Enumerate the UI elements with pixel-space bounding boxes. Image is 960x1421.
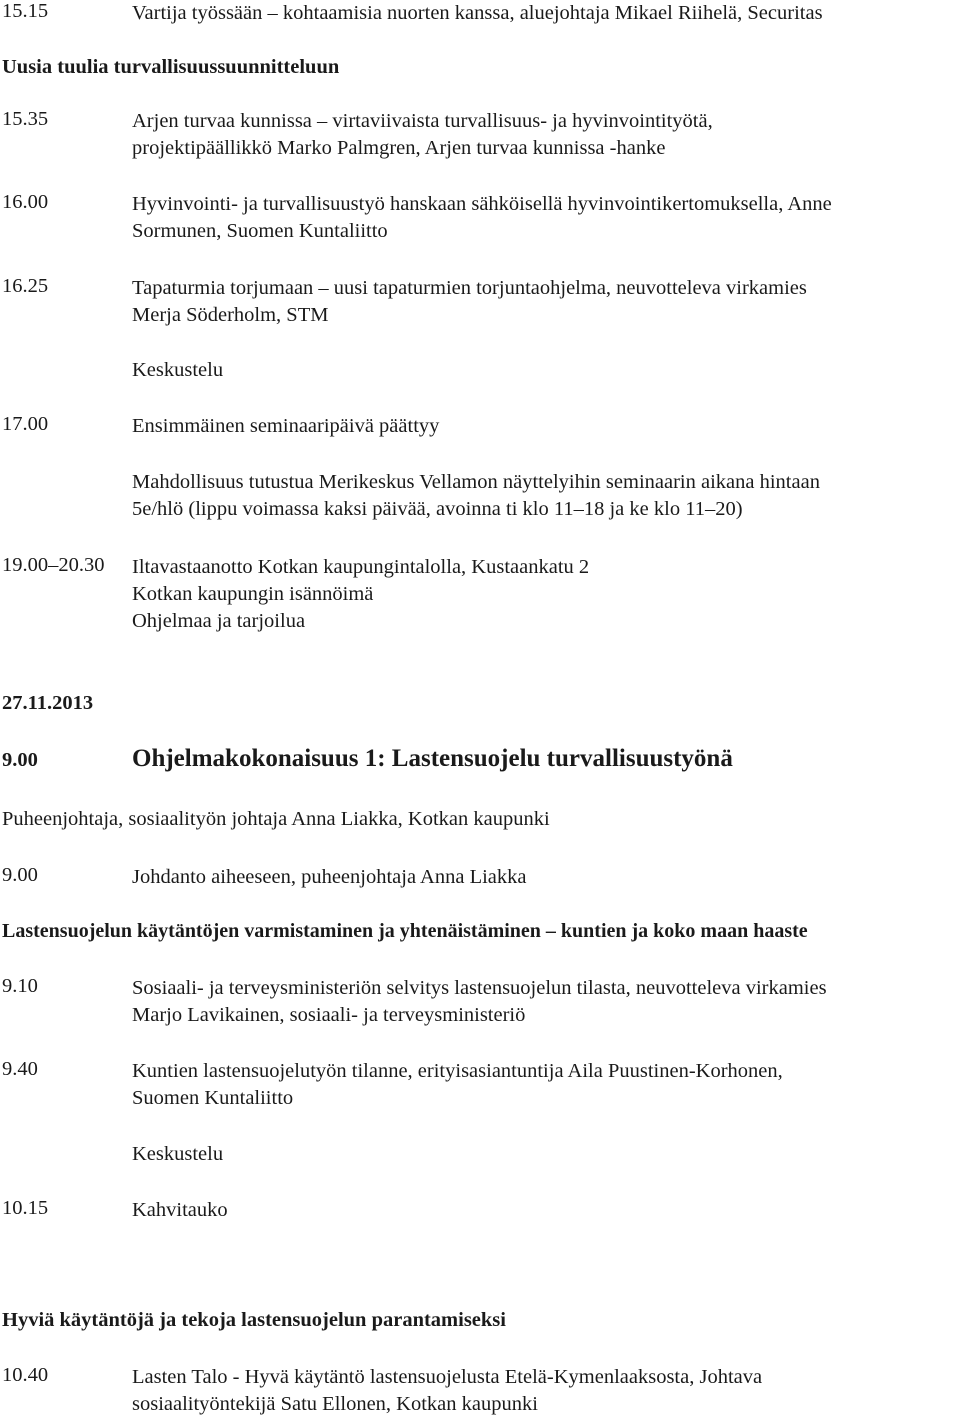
date-heading-text: 27.11.2013 bbox=[2, 692, 94, 714]
entry-time: 9.00 bbox=[2, 864, 38, 886]
section-heading-text: Lastensuojelun käytäntöjen varmistaminen ja yhtenäistäminen – kuntien ja koko maan haaste bbox=[2, 920, 808, 942]
entry-text bbox=[132, 357, 223, 384]
entry-line: Lasten Talo - Hyvä käytäntö lastensuojelusta Etelä-Kymenlaaksosta, Johtava bbox=[132, 1366, 763, 1388]
entry-text bbox=[132, 1364, 762, 1418]
entry-time: 9.10 bbox=[2, 975, 38, 997]
chair-text: Puheenjohtaja, sosiaalityön johtaja Anna Liakka, Kotkan kaupunki bbox=[2, 808, 550, 830]
entry-time: 19.00–20.30 bbox=[2, 554, 105, 576]
entry-line: Hyvinvointi- ja turvallisuustyö hanskaan sähköisellä hyvinvointikertomuksella, Anne bbox=[132, 193, 832, 215]
entry-text bbox=[132, 864, 527, 891]
entry-text bbox=[132, 0, 823, 27]
entry-line: Suomen Kuntaliitto bbox=[132, 1087, 294, 1109]
entry-time: 9.00 bbox=[2, 749, 38, 771]
entry-line: Kahvitauko bbox=[132, 1199, 228, 1221]
section-title bbox=[132, 745, 733, 772]
entry-line: Ohjelmaa ja tarjoilua bbox=[132, 610, 306, 632]
entry-line: Tapaturmia torjumaan – uusi tapaturmien torjuntaohjelma, neuvotteleva virkamies bbox=[132, 277, 807, 299]
entry-time: 10.40 bbox=[2, 1364, 49, 1386]
entry-line: Arjen turvaa kunnissa – virtaviivaista turvallisuus- ja hyvinvointityötä, bbox=[132, 110, 713, 132]
entry-line: Kotkan kaupungin isännöimä bbox=[132, 583, 374, 605]
entry-text bbox=[132, 191, 832, 245]
entry-line: sosiaalityöntekijä Satu Ellonen, Kotkan kaupunki bbox=[132, 1393, 538, 1415]
entry-line: Keskustelu bbox=[132, 1143, 224, 1165]
entry-text bbox=[132, 1058, 783, 1112]
entry-text bbox=[132, 275, 807, 329]
section-heading-text: Hyviä käytäntöjä ja tekoja lastensuojelun parantamiseksi bbox=[2, 1309, 506, 1331]
entry-time: 15.35 bbox=[2, 108, 49, 130]
entry-text bbox=[132, 108, 713, 162]
entry-line: Merja Söderholm, STM bbox=[132, 304, 329, 326]
entry-line: Vartija työssään – kohtaamisia nuorten kanssa, aluejohtaja Mikael Riihelä, Securitas bbox=[132, 2, 823, 24]
entry-line: Mahdollisuus tutustua Merikeskus Vellamon näyttelyihin seminaarin aikana hintaan bbox=[132, 471, 820, 493]
entry-time: 15.15 bbox=[2, 0, 49, 22]
entry-text bbox=[132, 469, 820, 523]
entry-line: Sosiaali- ja terveysministeriön selvitys lastensuojelun tilasta, neuvotteleva virkamies bbox=[132, 977, 827, 999]
entry-time: 17.00 bbox=[2, 413, 49, 435]
entry-line: Keskustelu bbox=[132, 359, 224, 381]
entry-text bbox=[132, 1141, 223, 1168]
entry-line: Iltavastaanotto Kotkan kaupungintalolla, Kustaankatu 2 bbox=[132, 556, 590, 578]
entry-text bbox=[132, 975, 827, 1029]
entry-text bbox=[132, 413, 439, 440]
entry-text bbox=[132, 1197, 228, 1224]
entry-time: 16.25 bbox=[2, 275, 49, 297]
entry-line: Ohjelmakokonaisuus 1: Lastensuojelu turvallisuustyönä bbox=[132, 745, 733, 772]
entry-text bbox=[132, 554, 589, 635]
entry-line: Sormunen, Suomen Kuntaliitto bbox=[132, 220, 388, 242]
entry-line: Marjo Lavikainen, sosiaali- ja terveysministeriö bbox=[132, 1004, 526, 1026]
entry-time: 9.40 bbox=[2, 1058, 38, 1080]
entry-line: 5e/hlö (lippu voimassa kaksi päivää, avoinna ti klo 11–18 ja ke klo 11–20) bbox=[132, 498, 743, 520]
entry-time: 16.00 bbox=[2, 191, 49, 213]
entry-line: Kuntien lastensuojelutyön tilanne, erityisasiantuntija Aila Puustinen-Korhonen, bbox=[132, 1060, 783, 1082]
entry-line: Ensimmäinen seminaaripäivä päättyy bbox=[132, 415, 440, 437]
entry-line: Johdanto aiheeseen, puheenjohtaja Anna Liakka bbox=[132, 866, 527, 888]
section-heading-text: Uusia tuulia turvallisuussuunnitteluun bbox=[2, 56, 340, 78]
entry-time: 10.15 bbox=[2, 1197, 49, 1219]
entry-line: projektipäällikkö Marko Palmgren, Arjen turvaa kunnissa -hanke bbox=[132, 137, 666, 159]
